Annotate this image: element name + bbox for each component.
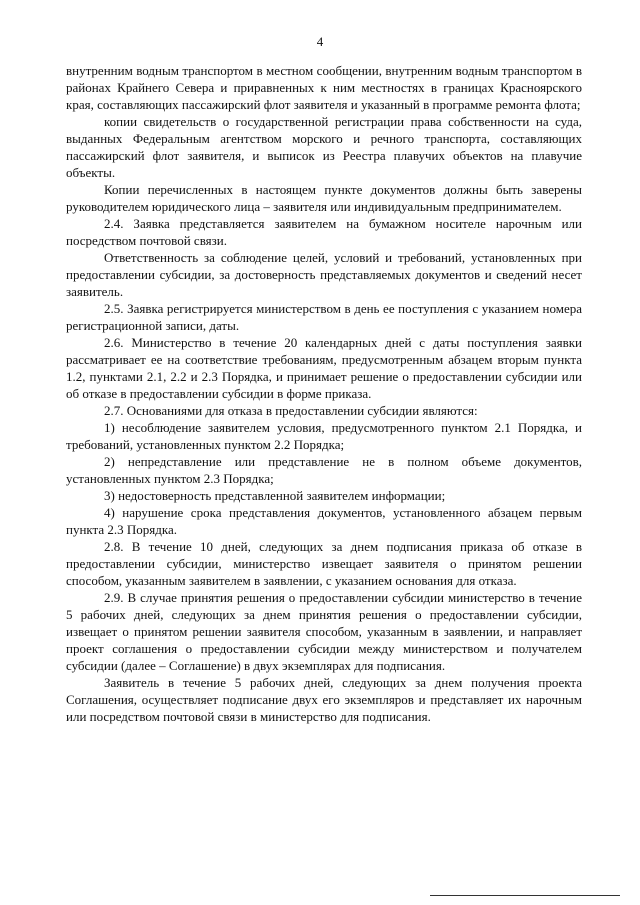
paragraph-2-5: 2.5. Заявка регистрируется министерством в день ее поступления с указанием номера регистрационной записи, даты. — [66, 301, 582, 333]
paragraph-responsibility: Ответственность за соблюдение целей, условий и требований, установленных при предоставлении субсидии, за достоверность представляемых документов и сведений несет заявитель. — [66, 250, 582, 299]
list-item-2: 2) непредставление или представление не в полном объеме документов, установленных пунктом 2.3 Порядка; — [66, 454, 582, 486]
paragraph-2-4: 2.4. Заявка представляется заявителем на бумажном носителе нарочным или посредством почтовой связи. — [66, 216, 582, 248]
paragraph-2-7: 2.7. Основаниями для отказа в предоставлении субсидии являются: — [104, 403, 478, 418]
paragraph-2-9: 2.9. В случае принятия решения о предоставлении субсидии министерство в течение 5 рабочих дней, следующих за днем принятия решения о предоставлении субсидии, извещает о принятом решении заявителя способом, указанным в заявлении, и направляет проект соглашения о предоставлении субсидии между министерством и получателем субсидии (далее – Соглашение) в двух экземплярах для подписания. — [66, 590, 582, 673]
list-item-4: 4) нарушение срока представления документов, установленного абзацем первым пункта 2.3 Порядка. — [66, 505, 582, 537]
paragraph-2-8: 2.8. В течение 10 дней, следующих за днем подписания приказа об отказе в предоставлении субсидии, министерство извещает заявителя о принятом решении способом, указанным заявителем в заявлении, с указанием основания для отказа. — [66, 539, 582, 588]
list-item-1: 1) несоблюдение заявителем условия, предусмотренного пунктом 2.1 Порядка, и требований, установленных пунктом 2.2 Порядка; — [66, 420, 582, 452]
list-item-3: 3) недостоверность представленной заявителем информации; — [104, 488, 446, 503]
paragraph-applicant-signing: Заявитель в течение 5 рабочих дней, следующих за днем получения проекта Соглашения, осуществляет подписание двух его экземпляров и представляет их нарочным или посредством почтовой связи в министерство для подписания. — [66, 675, 582, 724]
bottom-edge-line — [430, 895, 620, 896]
paragraph-vessels-list: внутренним водным транспортом в местном сообщении, внутренним водным транспортом в районах Крайнего Севера и приравненных к ним местностях в границах Красноярского края, составляющих пассажирский флот заявителя и указанный в программе ремонта флота; — [66, 63, 582, 112]
document-body — [66, 62, 582, 725]
paragraph-copies-certification: Копии перечисленных в настоящем пункте документов должны быть заверены руководителем юридического лица – заявителя или индивидуальным предпринимателем. — [66, 182, 582, 214]
paragraph-registration-copies: копии свидетельств о государственной регистрации права собственности на суда, выданных Федеральным агентством морского и речного транспорта, составляющих пассажирский флот заявителя, и выписок из Реестра плавучих объектов на плавучие объекты. — [66, 114, 582, 180]
paragraph-2-6: 2.6. Министерство в течение 20 календарных дней с даты поступления заявки рассматривает ее на соответствие требованиям, предусмотренным абзацем вторым пункта 1.2, пунктами 2.1, 2.2 и 2.3 Порядка, и принимает решение о предоставлении субсидии или об отказе в предоставлении субсидии в форме приказа. — [66, 335, 582, 401]
page-number: 4 — [316, 34, 324, 49]
